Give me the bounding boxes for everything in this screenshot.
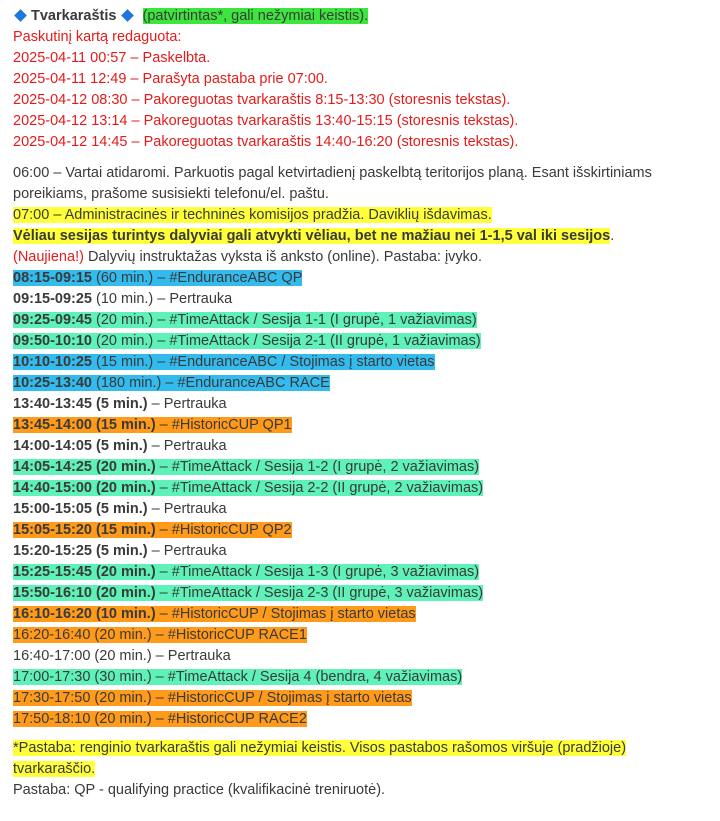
- schedule-duration: (15 min.): [92, 417, 156, 433]
- schedule-row: [13, 688, 710, 709]
- footer-note-1-text: *Pastaba: renginio tvarkaraštis gali nežymiai keistis. Visos pastabos rašomos viršuje (pradžioje) tvarkaraščio.: [13, 740, 627, 777]
- schedule-row: [13, 562, 710, 583]
- edit-log-entry: 2025-04-11 00:57 – Paskelbta.: [13, 50, 211, 66]
- schedule-row: [13, 457, 710, 478]
- schedule-row-highlight: [13, 396, 227, 412]
- schedule-list: [13, 268, 710, 730]
- schedule-description: – #EnduranceABC QP: [153, 270, 303, 286]
- schedule-duration: (5 min.): [92, 501, 148, 517]
- schedule-row-highlight: [13, 648, 231, 664]
- briefing-note: Dalyvių instruktažas vyksta iš anksto (online). Pastaba: įvyko.: [83, 249, 483, 265]
- schedule-duration: (15 min.): [92, 522, 156, 538]
- schedule-row: [13, 499, 710, 520]
- footer-note-1: [13, 738, 703, 780]
- schedule-row: [13, 289, 710, 310]
- schedule-description: – #HistoricCUP / Stojimas į starto vietas: [155, 606, 416, 622]
- schedule-row-highlight: [13, 501, 227, 517]
- schedule-time: 10:10-10:25: [13, 354, 92, 370]
- footer-note-2: Pastaba: QP - qualifying practice (kvalifikacinė treniruotė).: [13, 782, 386, 798]
- schedule-duration: (20 min.): [92, 333, 154, 349]
- schedule-row: [13, 709, 710, 730]
- news-label: (Naujiena!): [13, 249, 84, 265]
- schedule-row: [13, 478, 710, 499]
- schedule-row: [13, 646, 710, 667]
- schedule-row-highlight: [13, 585, 483, 601]
- status-note: (patvirtintas*, gali nežymiai keistis).: [142, 8, 369, 24]
- schedule-time: 16:40-17:00: [13, 648, 91, 664]
- schedule-description: – Pertrauka: [151, 648, 231, 664]
- commission-start: [13, 207, 492, 223]
- gates-note: 06:00 – Vartai atidaromi. Parkuotis pagal ketvirtadienį paskelbtą teritorijos planą. Esant išskirtiniams poreikiams, prašome susisiekti telefonu/el. paštu.: [13, 165, 652, 202]
- schedule-description: – Pertrauka: [147, 501, 227, 517]
- schedule-time: 15:25-15:45: [13, 564, 92, 580]
- schedule-time: 17:00-17:30: [13, 669, 91, 685]
- page-title: Tvarkaraštis: [31, 8, 117, 24]
- schedule-description: – #TimeAttack / Sesija 1-3 (I grupė, 3 važiavimas): [155, 564, 480, 580]
- late-arrival-line: [13, 226, 710, 247]
- schedule-time: 14:00-14:05: [13, 438, 92, 454]
- schedule-description: – #EnduranceABC RACE: [161, 375, 330, 391]
- schedule-description: – #EnduranceABC / Stojimas į starto vietas: [153, 354, 435, 370]
- schedule-description: – #TimeAttack / Sesija 1-1 (I grupė, 1 važiavimas): [153, 312, 477, 328]
- schedule-description: – #TimeAttack / Sesija 2-3 (II grupė, 3 važiavimas): [155, 585, 484, 601]
- schedule-time: 08:15-09:15: [13, 270, 92, 286]
- schedule-row-highlight: [13, 312, 477, 328]
- schedule-description: – #TimeAttack / Sesija 2-1 (II grupė, 1 važiavimas): [153, 333, 481, 349]
- schedule-row: [13, 583, 710, 604]
- briefing-line: [13, 247, 710, 268]
- schedule-row-highlight: [13, 417, 292, 433]
- schedule-description: – #TimeAttack / Sesija 1-2 (I grupė, 2 važiavimas): [155, 459, 480, 475]
- schedule-duration: (20 min.): [92, 459, 156, 475]
- schedule-row-highlight: [13, 459, 479, 475]
- schedule-duration: (20 min.): [92, 585, 156, 601]
- schedule-row: [13, 310, 710, 331]
- schedule-row: [13, 415, 710, 436]
- blue-diamond-icon: [14, 9, 27, 22]
- schedule-time: 15:20-15:25: [13, 543, 92, 559]
- schedule-duration: (20 min.): [90, 648, 152, 664]
- schedule-row: [13, 625, 710, 646]
- schedule-row-highlight: [13, 564, 479, 580]
- schedule-row-highlight: [13, 375, 330, 391]
- schedule-row-highlight: [13, 291, 232, 307]
- schedule-duration: (5 min.): [92, 438, 148, 454]
- commission-line: [13, 205, 710, 226]
- schedule-row: [13, 394, 710, 415]
- schedule-description: – #TimeAttack / Sesija 2-2 (II grupė, 2 važiavimas): [155, 480, 484, 496]
- schedule-row-highlight: [13, 690, 412, 706]
- commission-text: 07:00 – Administracinės ir techninės komisijos pradžia.: [13, 207, 365, 223]
- edit-log-entry: 2025-04-11 12:49 – Parašyta pastaba prie 07:00.: [13, 71, 328, 87]
- schedule-time: 17:30-17:50: [13, 690, 91, 706]
- schedule-duration: (5 min.): [92, 543, 148, 559]
- schedule-duration: (20 min.): [92, 564, 156, 580]
- schedule-duration: (10 min.): [92, 606, 156, 622]
- schedule-time: 09:15-09:25: [13, 291, 92, 307]
- spacer: [13, 153, 710, 163]
- schedule-time: 09:50-10:10: [13, 333, 92, 349]
- schedule-time: 15:05-15:20: [13, 522, 92, 538]
- schedule-row-highlight: [13, 522, 292, 538]
- schedule-time: 17:50-18:10: [13, 711, 91, 727]
- schedule-row: [13, 520, 710, 541]
- schedule-row-highlight: [13, 627, 307, 643]
- schedule-time: 13:45-14:00: [13, 417, 92, 433]
- schedule-description: – #HistoricCUP / Stojimas į starto vietas: [151, 690, 412, 706]
- schedule-duration: (15 min.): [92, 354, 154, 370]
- schedule-time: 14:40-15:00: [13, 480, 92, 496]
- schedule-description: – Pertrauka: [147, 543, 227, 559]
- schedule-time: 13:40-13:45: [13, 396, 92, 412]
- schedule-row-highlight: [13, 438, 227, 454]
- schedule-header: [13, 6, 710, 27]
- schedule-description: – Pertrauka: [147, 438, 227, 454]
- schedule-description: – #HistoricCUP QP1: [155, 417, 292, 433]
- schedule-row: [13, 373, 710, 394]
- schedule-row-highlight: [13, 354, 435, 370]
- schedule-time: 16:20-16:40: [13, 627, 91, 643]
- schedule-row: [13, 268, 710, 289]
- schedule-row-highlight: [13, 270, 302, 286]
- schedule-description: – Pertrauka: [153, 291, 233, 307]
- schedule-row-highlight: [13, 543, 227, 559]
- schedule-row-highlight: [13, 711, 307, 727]
- schedule-time: 14:05-14:25: [13, 459, 92, 475]
- spacer: [13, 730, 710, 738]
- edit-log: [13, 27, 710, 153]
- schedule-time: 09:25-09:45: [13, 312, 92, 328]
- schedule-description: – #TimeAttack / Sesija 4 (bendra, 4 važiavimas): [151, 669, 463, 685]
- schedule-row: [13, 352, 710, 373]
- schedule-row: [13, 604, 710, 625]
- schedule-duration: (20 min.): [92, 312, 154, 328]
- schedule-description: – #HistoricCUP QP2: [155, 522, 292, 538]
- blue-diamond-icon: [122, 9, 135, 22]
- schedule-row: [13, 331, 710, 352]
- schedule-duration: (180 min.): [92, 375, 162, 391]
- schedule-row-highlight: [13, 333, 481, 349]
- schedule-row-highlight: [13, 669, 462, 685]
- late-arrival-end: .: [610, 228, 615, 244]
- schedule-time: 15:00-15:05: [13, 501, 92, 517]
- schedule-description: – Pertrauka: [147, 396, 227, 412]
- edit-log-entry: 2025-04-12 13:14 – Pakoreguotas tvarkaraštis 13:40-15:15 (storesnis tekstas).: [13, 113, 519, 129]
- schedule-duration: (20 min.): [90, 711, 152, 727]
- schedule-row: [13, 667, 710, 688]
- schedule-duration: (60 min.): [92, 270, 154, 286]
- schedule-duration: (20 min.): [90, 690, 152, 706]
- schedule-row: [13, 436, 710, 457]
- schedule-row-highlight: [13, 480, 483, 496]
- schedule-duration: (10 min.): [92, 291, 154, 307]
- schedule-duration: (30 min.): [90, 669, 152, 685]
- schedule-description: – #HistoricCUP RACE2: [151, 711, 307, 727]
- schedule-time: 16:10-16:20: [13, 606, 92, 622]
- schedule-description: – #HistoricCUP RACE1: [151, 627, 307, 643]
- schedule-time: 15:50-16:10: [13, 585, 92, 601]
- edit-log-entry: 2025-04-12 14:45 – Pakoreguotas tvarkaraštis 14:40-16:20 (storesnis tekstas).: [13, 134, 519, 150]
- schedule-row: [13, 541, 710, 562]
- edit-log-title: Paskutinį kartą redaguota:: [13, 29, 182, 45]
- schedule-row-highlight: [13, 606, 416, 622]
- schedule-duration: (5 min.): [92, 396, 148, 412]
- schedule-duration: (20 min.): [92, 480, 156, 496]
- schedule-duration: (20 min.): [90, 627, 152, 643]
- edit-log-entry: 2025-04-12 08:30 – Pakoreguotas tvarkaraštis 8:15-13:30 (storesnis tekstas).: [13, 92, 511, 108]
- late-arrival-note: Vėliau sesijas turintys dalyviai gali atvykti vėliau, bet ne mažiau nei 1-1,5 val iki sesijos: [13, 228, 611, 244]
- commission-rest: Daviklių išdavimas.: [364, 207, 492, 223]
- schedule-time: 10:25-13:40: [13, 375, 92, 391]
